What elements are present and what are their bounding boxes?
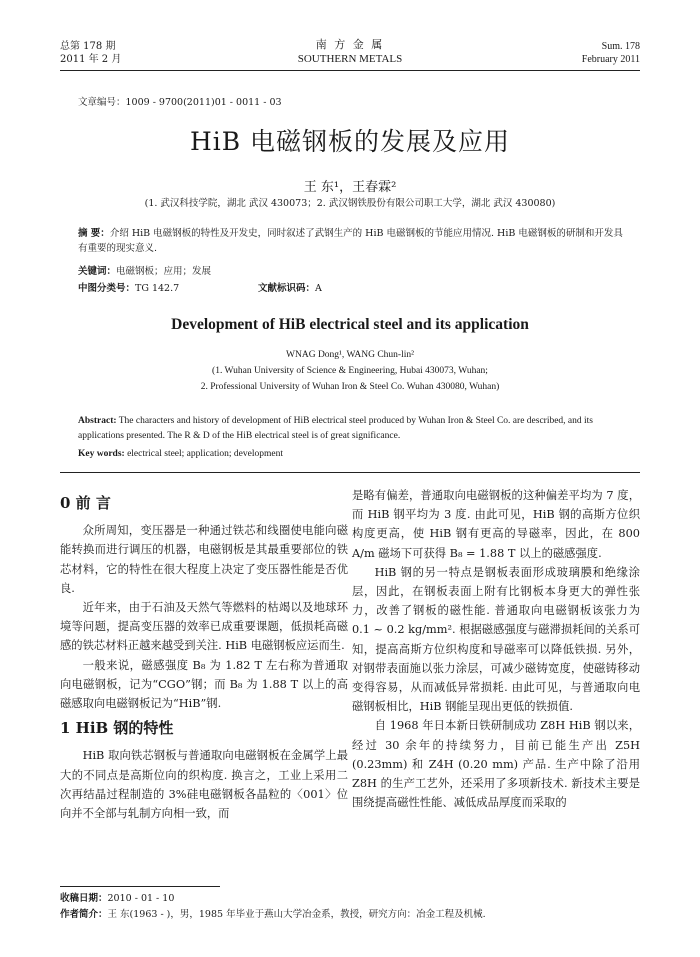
right-column <box>352 486 640 812</box>
abstract-cn-label: 摘 要： <box>78 228 110 239</box>
author-bio <box>60 908 640 922</box>
affiliations-cn: (1. 武汉科技学院，湖北 武汉 430073；2. 武汉钢铁股份有限公司职工大学，湖北 武汉 430080) <box>144 198 556 209</box>
issue-date-en: February 2011 <box>581 54 640 65</box>
section-0-paragraph-1: 众所周知，变压器是一种通过铁芯和线圈使电能向磁能转换而进行调压的机器，电磁钢板是其最重要部位的铁芯材料，它的特性在很大程度上决定了变压器性能是否优良. <box>60 524 348 595</box>
left-column <box>60 488 348 823</box>
abstract-en <box>78 414 626 444</box>
right-paragraph-1: 是略有偏差，普通取向电磁钢板的这种偏差平均为 7 度，而 HiB 钢平均为 3 度. 由此可见，HiB 钢的高斯方位织构度更高，使 HiB 钢有更高的导磁率，因此，在 800 A/m 磁场下可获得 B₈ = 1.88 T 以上的磁感强度. <box>352 489 640 560</box>
header-rule <box>60 70 640 71</box>
article-number: 文章编号：1009 - 9700(2011)01 - 0011 - 03 <box>78 97 282 108</box>
author-bio-label: 作者简介： <box>60 909 108 920</box>
issue-date: 2011 年 2 月 <box>60 54 122 65</box>
keywords-en-label: Key words: <box>78 449 125 459</box>
keywords-en-text: electrical steel; application; development <box>124 449 283 459</box>
section-0-paragraph-2: 近年来，由于石油及天然气等燃料的枯竭以及地球环境等问题，提高变压器的效率已成重要课题，低损耗高磁感的铁芯材料正越来越受到关注. HiB 电磁钢板应运而生. <box>60 601 348 653</box>
journal-name-cn: 南 方 金 属 <box>315 38 385 51</box>
keywords-cn <box>78 264 626 279</box>
keywords-en <box>78 447 626 462</box>
journal-name-en: SOUTHERN METALS <box>297 53 403 65</box>
affiliation-en-2: 2. Professional University of Wuhan Iron & Steel Co. Wuhan 430080, Wuhan) <box>200 382 500 392</box>
doc-code-value: A <box>315 283 322 294</box>
title-en: Development of HiB electrical steel and its application <box>171 316 529 333</box>
section-0-paragraph-3: 一般来说，磁感强度 B₈ 为 1.82 T 左右称为普通取向电磁钢板，记为“CGO”钢；而 B₈ 为 1.88 T 以上的高磁感取向电磁钢板记为“HiB”钢. <box>60 658 348 711</box>
class-no-label: 中图分类号： <box>78 283 136 294</box>
section-0-heading: 0 前 言 <box>60 494 111 512</box>
right-paragraph-3: 自 1968 年日本新日铁研制成功 Z8H HiB 钢以来，经过 30 余年的持续努力，目前已能生产出 Z5H (0.23mm) 和 Z4H (0.20 mm) 产品. 生产中除了沿用 Z8H 的生产工艺外，还采用了多项新技术. 新技术主要是围绕提高磁性性能、减低成品厚度而采取的 <box>352 719 640 810</box>
issue-number-en: Sum. 178 <box>601 41 640 52</box>
received-date <box>60 892 640 906</box>
section-1-heading: 1 HiB 钢的特性 <box>60 719 174 738</box>
right-paragraph-2: HiB 钢的另一特点是钢板表面形成玻璃膜和绝缘涂层，因此，在钢板表面上附有比钢板本身更大的弹性张力，改善了钢板的磁性能. 普通取向电磁钢板该张力为 0.1 ~ 0.2 kg/mm². 根据磁感强度与磁滞损耗间的关系可知，提高高斯方位织构度和导磁率可以降低铁损. 另外，对钢带表面施以张力涂层，可减少磁铸宽度，使磁铸移动变得容易，从而减低异常损耗. 由此可见，与普通取向电磁钢板相比，HiB 钢能呈现出更低的铁损值. <box>352 565 640 714</box>
journal-issue-en <box>540 40 640 66</box>
class-no-value: TG 142.7 <box>135 283 180 294</box>
doc-code <box>258 281 458 296</box>
issue-number: 总第 178 期 <box>60 41 116 52</box>
authors-cn: 王 东¹，王春霖² <box>303 180 397 195</box>
journal-name <box>250 38 450 66</box>
abstract-cn-text: 介绍 HiB 电磁钢板的特性及开发史，同时叙述了武钢生产的 HiB 电磁钢板的节能应用情况. HiB 电磁钢板的研制和开发具有重要的现实意义. <box>78 228 623 254</box>
authors-en: WNAG Dong¹, WANG Chun-lin² <box>286 350 414 360</box>
abstract-rule <box>60 472 640 473</box>
doc-code-label: 文献标识码： <box>258 283 316 294</box>
footnote-rule <box>60 886 220 887</box>
abstract-en-text: The characters and history of development of HiB electrical steel produced by Wuhan Iron & Steel Co. are described, and its applications presented. The R & D of the HiB electrical steel is of great significance. <box>78 416 593 441</box>
journal-issue <box>60 40 121 66</box>
title-cn: HiB 电磁钢板的发展及应用 <box>189 127 511 156</box>
affiliation-en-1: (1. Wuhan University of Science & Engineering, Hubai 430073, Wuhan; <box>212 366 488 376</box>
section-1-paragraph-1: HiB 取向铁芯钢板与普通取向电磁钢板在金属学上最大的不同点是高斯位向的织构度. 换言之，工业上采用二次再结晶过程制造的 3%硅电磁钢板各晶粒的〈001〉位向并不全部与轧制方向相一致，而 <box>60 749 348 821</box>
keywords-cn-label: 关键词： <box>78 266 117 277</box>
author-bio-text: 王 东(1963 - )，男，1985 年毕业于燕山大学冶金系，教授，研究方向：冶金工程及机械. <box>107 909 486 920</box>
abstract-cn <box>78 226 626 256</box>
abstract-en-label: Abstract: <box>78 416 117 426</box>
keywords-cn-text: 电磁钢板；应用；发展 <box>116 266 212 277</box>
received-label: 收稿日期： <box>60 893 108 904</box>
received-value: 2010 - 01 - 10 <box>107 893 175 904</box>
